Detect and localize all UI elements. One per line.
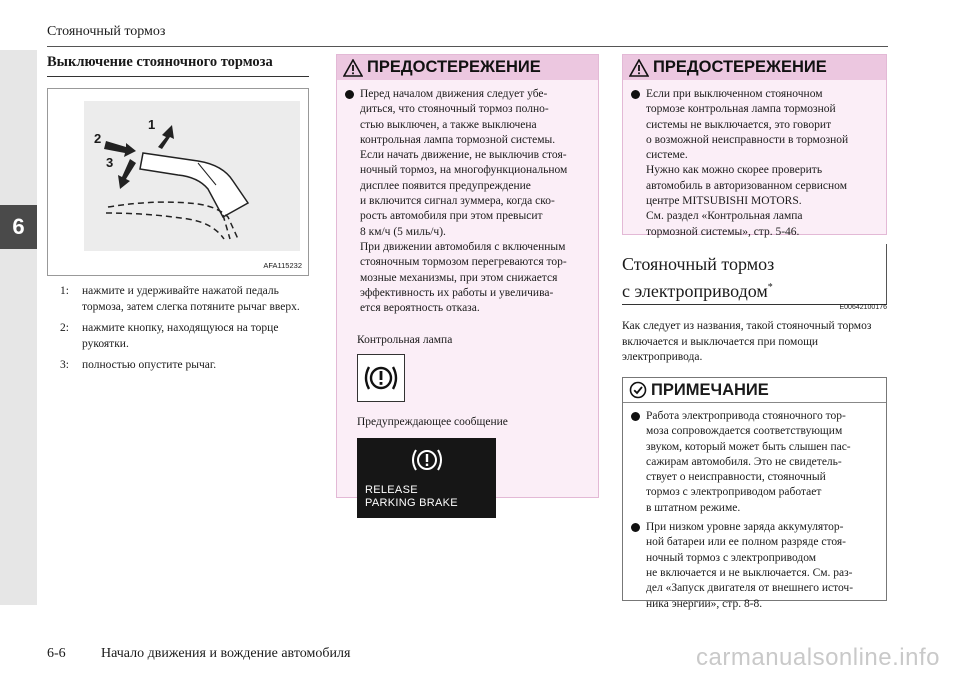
note-bullet xyxy=(631,520,880,612)
step-number: 2: xyxy=(60,322,69,334)
warning-line: и включится сигнал зуммера, когда ско- xyxy=(360,195,555,208)
warning-triangle-icon xyxy=(343,59,363,77)
callout-3: 3 xyxy=(106,155,114,170)
note-line: ной батареи или ее полном разряде стоя- xyxy=(646,536,846,549)
section-rule xyxy=(47,76,309,77)
warning-line: При движении автомобиля с включенным xyxy=(360,240,566,253)
warning-line: автомобиль в авторизованном сервисном xyxy=(646,179,847,192)
step-text: нажмите кнопку, находящуюся на торце рукоятки. xyxy=(82,322,279,350)
warning-line: ется вероятность отказа. xyxy=(360,302,480,315)
warning-line: См. раздел «Контрольная лампа xyxy=(646,210,803,223)
step-number: 3: xyxy=(60,359,69,371)
warning-message-display xyxy=(357,438,496,518)
parking-brake-illustration xyxy=(47,88,309,276)
list-item xyxy=(60,321,310,352)
note-line: тормоз с электроприводом работает xyxy=(646,486,822,499)
note-box xyxy=(622,377,887,610)
warning-bullet xyxy=(631,87,880,240)
warning-heading-text: ПРЕДОСТЕРЕЖЕНИЕ xyxy=(653,58,827,76)
note-line: Работа электропривода стояночного тор- xyxy=(646,410,846,422)
message-line: PARKING BRAKE xyxy=(365,497,458,510)
warning-line: рость автомобиля при этом превысит xyxy=(360,210,543,223)
header-rule xyxy=(47,46,888,47)
warning-line: 8 км/ч (5 миль/ч). xyxy=(360,225,446,238)
bullet-icon xyxy=(631,523,640,532)
note-line: дел «Запуск двигателя от внешнего источ- xyxy=(646,582,854,595)
warning-line: Если при выключенном стояночном xyxy=(646,88,823,100)
warning-box-left xyxy=(336,54,599,510)
note-line: звуком, который может быть слышен пас- xyxy=(646,440,851,453)
callout-1: 1 xyxy=(148,117,156,132)
warning-line: эффективность их работы и увеличива- xyxy=(360,286,554,299)
electric-brake-title xyxy=(622,244,886,303)
note-line: ночный тормоз с электроприводом xyxy=(646,551,817,564)
warning-line: о возможной неисправности в тормозной xyxy=(646,133,849,146)
note-line: сажирам автомобиля. Это не свидетель- xyxy=(646,455,842,468)
brake-lamp-icon xyxy=(357,354,405,402)
message-line: RELEASE xyxy=(365,484,418,497)
step-text: полностью опустите рычаг. xyxy=(82,359,217,371)
brake-warning-icon xyxy=(408,447,446,473)
warning-line: стояночным тормозом перегреваются тор- xyxy=(360,256,567,269)
note-line: не включается и не выключается. См. раз- xyxy=(646,566,853,579)
step-text: нажмите и удерживайте нажатой педаль тормоза, затем слегка потяните рычаг вверх. xyxy=(82,285,300,313)
step-number: 1: xyxy=(60,285,69,297)
bullet-icon xyxy=(631,90,640,99)
note-line: в штатном режиме. xyxy=(646,501,741,514)
title-line xyxy=(622,276,886,303)
lever-drawing xyxy=(48,89,310,277)
electric-brake-paragraph: Как следует из названия, такой стояночный тормоз включается и выключается при помощи электропривода. xyxy=(622,320,872,363)
warning-heading xyxy=(337,55,598,80)
warning-line: Если начать движение, не выключив стоя- xyxy=(360,149,567,162)
warning-line: мозные механизмы, при этом снижается xyxy=(360,271,558,284)
page-number: 6-6 xyxy=(47,646,66,661)
chapter-sidebar xyxy=(0,50,37,605)
warning-line: системе. xyxy=(646,149,688,162)
callout-2: 2 xyxy=(94,131,102,146)
section-code: E00642100176 xyxy=(839,304,887,311)
note-bullet xyxy=(631,409,880,516)
warning-line: тормозе контрольная лампа тормозной xyxy=(646,103,836,116)
chapter-tab: 6 xyxy=(0,205,37,249)
note-heading xyxy=(623,378,886,403)
lamp-caption: Контрольная лампа xyxy=(357,334,453,347)
warning-line: диться, что стояночный тормоз полно- xyxy=(360,103,549,116)
message-caption: Предупреждающее сообщение xyxy=(357,416,508,429)
warning-line: дисплее появится предупреждение xyxy=(360,179,531,192)
footer-chapter-title: Начало движения и вождение автомобиля xyxy=(101,646,351,661)
warning-heading-text: ПРЕДОСТЕРЕЖЕНИЕ xyxy=(367,58,541,76)
list-item xyxy=(60,358,310,374)
warning-line: стью выключен, а также выключена xyxy=(360,118,537,131)
warning-bullet xyxy=(345,87,592,316)
warning-line: контрольная лампа тормозной системы. xyxy=(360,133,556,146)
running-title: Стояночный тормоз xyxy=(47,24,166,39)
note-line: ствует о неисправности, стояночный xyxy=(646,471,826,484)
note-line: При низком уровне заряда аккумулятор- xyxy=(646,521,844,534)
list-item xyxy=(60,284,310,315)
steps-list xyxy=(60,284,310,380)
note-line: ника энергии», стр. 8-8. xyxy=(646,597,763,610)
warning-line: тормозной системы», стр. 5-46. xyxy=(646,225,800,238)
info-check-icon xyxy=(629,381,647,399)
figure-code: AFA115232 xyxy=(263,261,302,270)
warning-triangle-icon xyxy=(629,59,649,77)
bullet-icon xyxy=(631,412,640,421)
electric-brake-title-box xyxy=(622,244,887,304)
note-heading-text: ПРИМЕЧАНИЕ xyxy=(651,380,769,399)
warning-box-right xyxy=(622,54,887,238)
title-text: с электроприводом xyxy=(622,281,768,301)
warning-line: ночный тормоз, на многофункциональном xyxy=(360,164,568,177)
warning-line: системы не выключается, это говорит xyxy=(646,118,832,131)
warning-line: Нужно как можно скорее проверить xyxy=(646,164,823,177)
option-asterisk: * xyxy=(767,282,773,293)
title-line: Стояночный тормоз xyxy=(622,254,775,274)
warning-line: Перед началом движения следует убе- xyxy=(360,88,548,100)
bullet-icon xyxy=(345,90,354,99)
watermark: carmanualsonline.info xyxy=(696,644,940,671)
note-line: моза сопровождается соответствующим xyxy=(646,425,843,438)
section-title: Выключение стояночного тормоза xyxy=(47,54,273,70)
warning-heading xyxy=(623,55,886,80)
warning-line: центре MITSUBISHI MOTORS. xyxy=(646,195,802,208)
